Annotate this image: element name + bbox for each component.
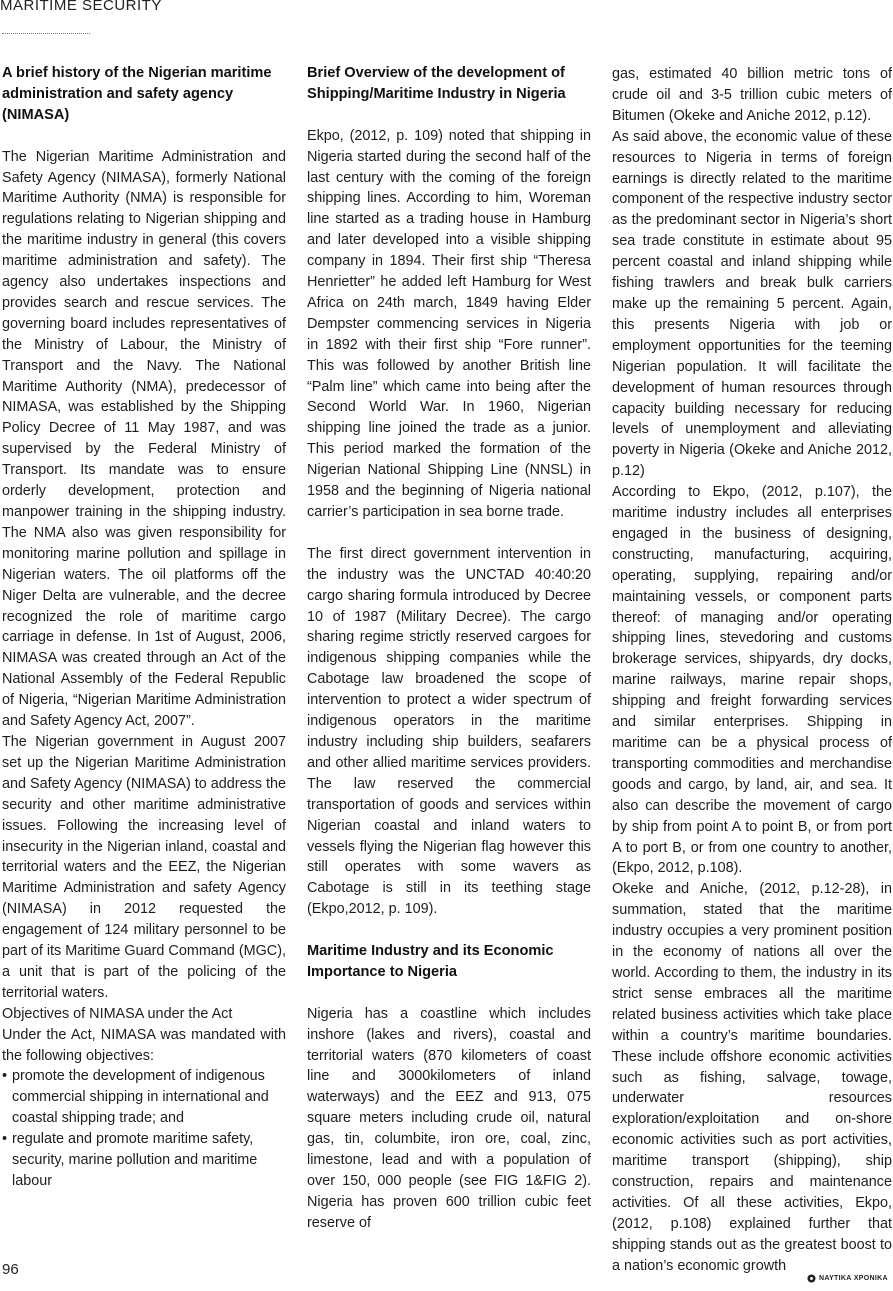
spacer <box>307 105 591 126</box>
running-head: MARITIME SECURITY <box>0 0 162 14</box>
list-item: • regulate and promote maritime safety, security, marine pollution and maritime labour <box>2 1129 286 1192</box>
paragraph: The Nigerian Maritime Administration and Safety Agency (NIMASA), formerly National Maritime Authority (NMA) is responsible for regulations relating to Nigerian shipping and the maritime industry in general (this covers maritime administration and safety). The agency also undertakes inspections and provides search and rescue services. The governing board includes representatives of the Ministry of Labour, the Ministry of Transport and the Navy. The National Maritime Authority (NMA), predecessor of NIMASA, was established by the Shipping Policy Decree of 11 May 1987, and was supervised by the Federal Ministry of Transport. Its mandate was to ensure orderly development, protection and manpower training in the shipping industry. The NMA also was given responsibility for monitoring marine pollution and spillage in Nigerian waters. The oil platforms off the Niger Delta are vulnerable, and the decree recognized the role of maritime cargo carriage in defense. In 1st of August, 2006, NIMASA was created through an Act of the National Assembly of the Federal Republic of Nigeria, “Nigerian Maritime Administration and Safety Agency Act, 2007”. <box>2 148 286 730</box>
paragraph: Objectives of NIMASA under the Act <box>2 1005 233 1022</box>
paragraph: The first direct government intervention in the industry was the UNCTAD 40:40:20 cargo sharing formula introduced by Decree 10 of 1987 (Military Decree). The cargo sharing regime strictly reserved cargoes for indigenous shipping companies while the Cabotage law broadened the scope of intervention to protect a wider spectrum of indigenous operators in the maritime industry including ship builders, seafarers and other allied maritime services providers. The law reserved the commercial transportation of goods and services within Nigerian coastal and inland waters to vessels flying the Nigerian flag however this still operates with some wavers as Cabotage is still in its teething stage (Ekpo,2012, p. 109). <box>307 545 591 918</box>
section-heading-economic-importance: Maritime Industry and its Economic Importance to Nigeria <box>307 943 554 980</box>
spacer <box>307 983 591 1004</box>
list-item: • promote the development of indigenous commercial shipping in international and coastal shipping trade; and <box>2 1066 286 1129</box>
paragraph: The Nigerian government in August 2007 set up the Nigerian Maritime Administration and Safety Agency (NIMASA) to address the security and other maritime administrative issues. Following the increasing level of insecurity in the Nigerian inland, coastal and territorial waters and the EEZ, the Nigerian Maritime Administration and safety Agency (NIMASA) in 2012 requested the engagement of 124 military personnel to be part of its Maritime Guard Command (MGC), a unit that is part of the policing of the territorial waters. <box>2 733 286 1001</box>
paragraph: As said above, the economic value of these resources to Nigeria in terms of foreign earnings is directly related to the maritime component of the respective industry sector as the predominant sector in Nigeria’s short sea trade constitute in estimate about 95 percent coastal and inland shipping while fishing trawlers and break bulk carriers make up the remaining 5 percent. Again, this presents Nigeria with job or employment opportunities for the teeming Nigerian population. It will facilitate the development of human resources through capacity building necessary for reducing levels of unemployment and alleviating poverty in Nigeria (Okeke and Aniche 2012, p.12) <box>612 128 892 480</box>
ship-wheel-icon <box>807 1274 816 1283</box>
column-2 <box>307 63 591 1234</box>
paragraph: Nigeria has a coastline which includes inshore (lakes and rivers), coastal and territorial waters (870 kilometers of coast line and 3000kilometers of inland waterways) and the EEZ and 913, 075 square meters including crude oil, natural gas, tin, columbite, iron ore, coal, zinc, limestone, lead and with a population of over 150, 000 people (see FIG 1&FIG 2). Nigeria has proven 600 trillion cubic feet reserve of <box>307 1005 591 1231</box>
spacer <box>307 523 591 544</box>
paragraph: Under the Act, NIMASA was mandated with the following objectives: <box>2 1026 286 1064</box>
column-1 <box>2 63 286 1192</box>
paragraph: Ekpo, (2012, p. 109) noted that shipping in Nigeria started during the second half of the last century with the coming of the foreign shipping lines. According to him, Woreman line started as a trading house in Hamburg and later developed into a visible shipping company in 1894. Their first ship “Theresa Henrietter” he added left Hamburg for West Africa on 24th march, 1849 having Elder Dempster commencing services in Nigeria in 1892 with their first ship “Fore runner”. This was followed by another British line “Palm line” which came into being after the Second World War. In 1960, Nigerian shipping line joined the trade as a junior. This period marked the formation of the Nigerian National Shipping Line (NNSL) in 1958 and the beginning of Nigeria national carrier’s participation in sea borne trade. <box>307 127 591 521</box>
paragraph: gas, estimated 40 billion metric tons of crude oil and 3-5 trillion cubic meters of Bitumen (Okeke and Aniche 2012, p.12). <box>612 66 892 124</box>
spacer <box>307 920 591 941</box>
spacer <box>2 126 286 147</box>
publication-name: ΝΑΥΤΙΚΑ ΧΡΟΝΙΚΑ <box>819 1275 888 1282</box>
objectives-list <box>2 1066 286 1191</box>
paragraph: Okeke and Aniche, (2012, p.12-28), in summation, stated that the maritime industry occupies a very prominent position in the economy of nations all over the world. According to them, the industry in its strict sense embraces all the maritime related business activities which take place within a country’s maritime boundaries. These include offshore economic activities such as fishing, salvage, towage, underwater resources exploration/exploitation and on-shore economic activities such as port activities, maritime transport (shipping), ship construction, repairs and maintenance activities. Of all these activities, Ekpo, (2012, p.108) explained further that shipping stands out as the greatest boost to a nation’s economic growth <box>612 881 892 1274</box>
page-number: 96 <box>2 1261 19 1278</box>
column-3 <box>612 64 892 1277</box>
section-heading-shipping-overview: Brief Overview of the development of Shipping/Maritime Industry in Nigeria <box>307 65 566 102</box>
section-heading-nimasa: A brief history of the Nigerian maritime administration and safety agency (NIMASA) <box>2 65 272 123</box>
publication-logo <box>807 1274 888 1283</box>
header-dotted-rule <box>2 33 90 34</box>
paragraph: According to Ekpo, (2012, p.107), the maritime industry includes all enterprises engaged in the business of designing, constructing, manufacturing, acquiring, operating, supplying, repairing and/or maintaining vessels, or component parts thereof: of managing and/or operating shipping lines, stevedoring and customs brokerage services, shipyards, dry docks, marine railways, marine repair shops, shipping and freight forwarding services and similar enterprises. Shipping in maritime can be a physical process of transporting commodities and merchandise goods and cargo, by land, air, and sea. It also can describe the movement of cargo by ship from point A to point B, or from port A to port B, or from one country to another, (Ekpo, 2012, p.108). <box>612 484 892 877</box>
